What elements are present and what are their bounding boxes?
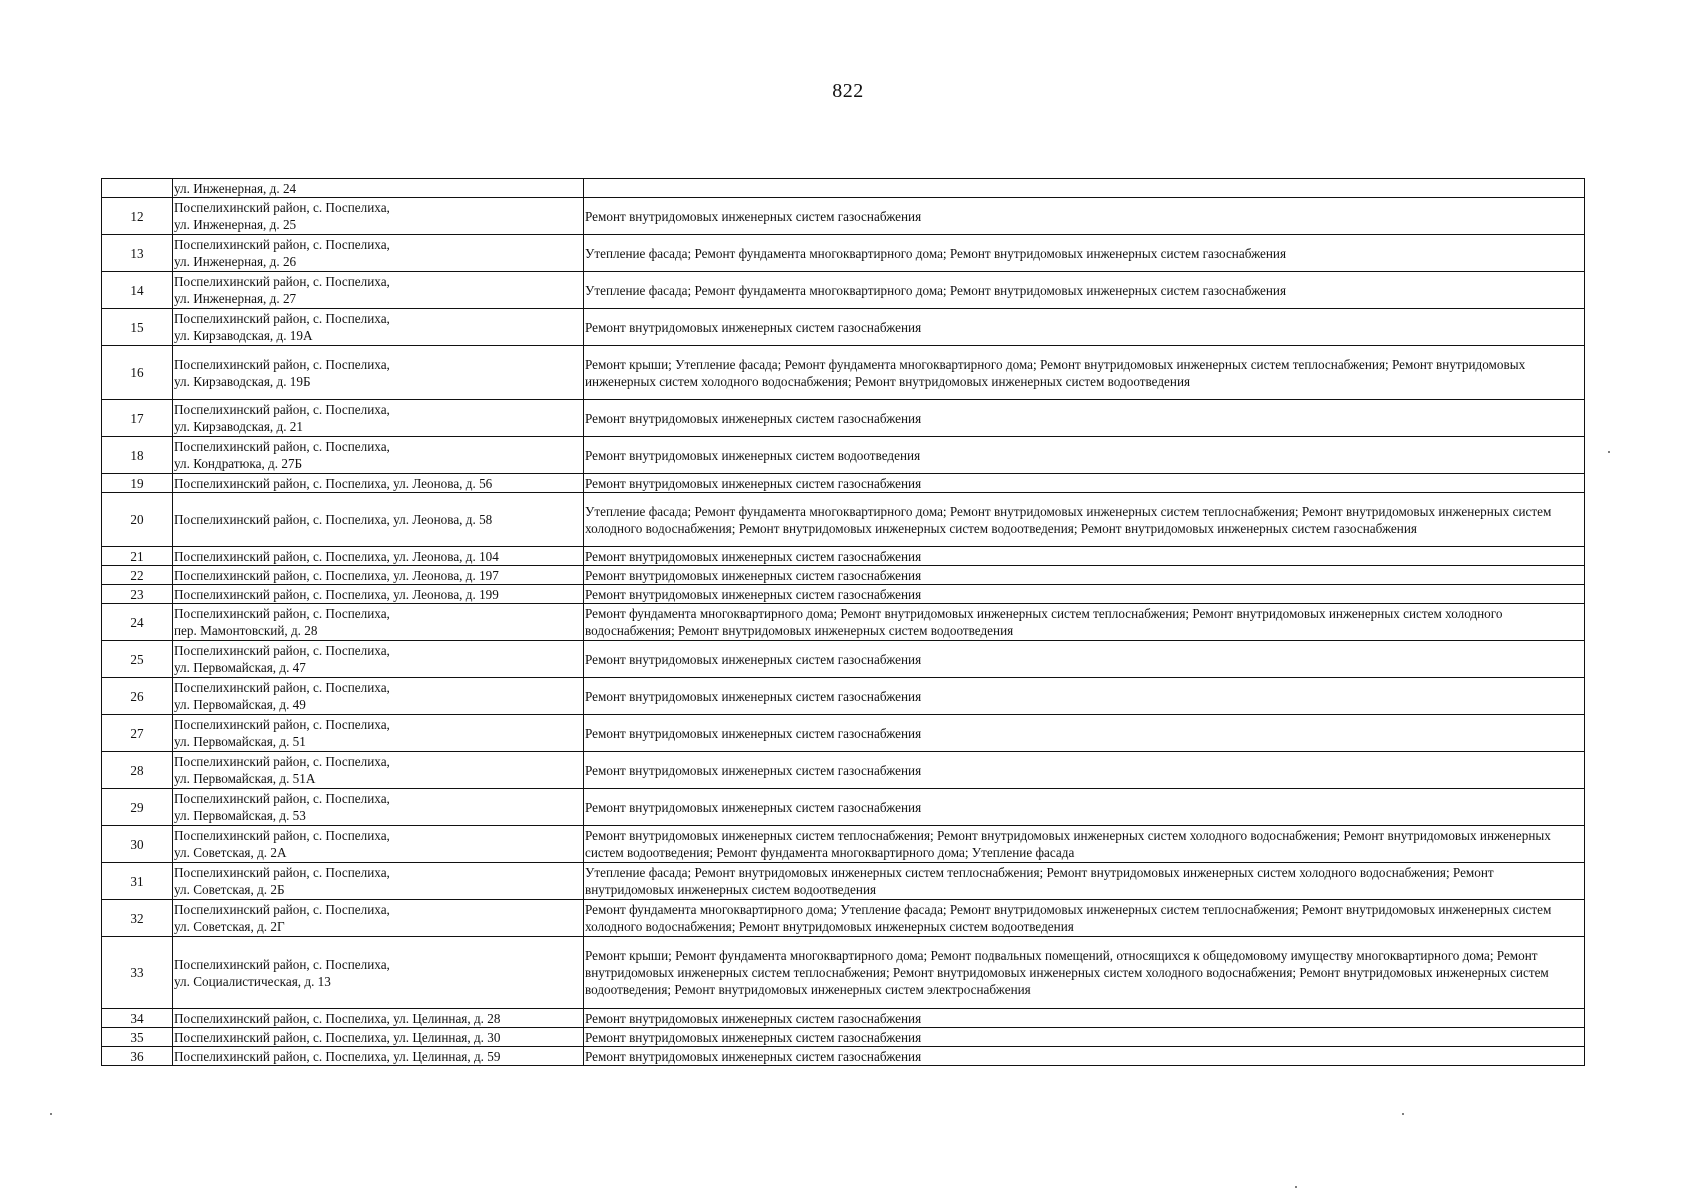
row-number-cell: 23: [102, 585, 173, 604]
row-number-cell: 30: [102, 826, 173, 863]
row-number-cell: 17: [102, 400, 173, 437]
works-cell: Ремонт внутридомовых инженерных систем газоснабжения: [584, 752, 1585, 789]
works-cell: Ремонт внутридомовых инженерных систем газоснабжения: [584, 566, 1585, 585]
table-body: [102, 179, 1585, 1066]
address-cell: Поспелихинский район, с. Поспелиха, ул. Первомайская, д. 51: [173, 715, 584, 752]
row-number-cell: 32: [102, 900, 173, 937]
row-number-cell: 31: [102, 863, 173, 900]
row-number-cell: 20: [102, 493, 173, 547]
works-cell: Ремонт внутридомовых инженерных систем газоснабжения: [584, 1009, 1585, 1028]
table-row: [102, 346, 1585, 400]
address-cell: Поспелихинский район, с. Поспелиха, ул. Социалистическая, д. 13: [173, 937, 584, 1009]
table-row: [102, 493, 1585, 547]
works-cell: Ремонт внутридомовых инженерных систем газоснабжения: [584, 198, 1585, 235]
row-number-cell: 33: [102, 937, 173, 1009]
works-cell: Утепление фасада; Ремонт фундамента многоквартирного дома; Ремонт внутридомовых инженерных систем теплоснабжения; Ремонт внутридомовых инженерных систем холодного водоснабжения; Ремонт внутридомовых инженерных систем водоотведения; Ремонт внутридомовых инженерных систем газоснабжения: [584, 493, 1585, 547]
works-cell: Утепление фасада; Ремонт фундамента многоквартирного дома; Ремонт внутридомовых инженерных систем газоснабжения: [584, 272, 1585, 309]
address-cell: Поспелихинский район, с. Поспелиха, ул. Советская, д. 2Г: [173, 900, 584, 937]
works-cell: Ремонт внутридомовых инженерных систем водоотведения: [584, 437, 1585, 474]
row-number-cell: 12: [102, 198, 173, 235]
table-row: [102, 826, 1585, 863]
table-row: [102, 937, 1585, 1009]
row-number-cell: 18: [102, 437, 173, 474]
table-row: [102, 715, 1585, 752]
address-cell: Поспелихинский район, с. Поспелиха, ул. Советская, д. 2Б: [173, 863, 584, 900]
address-cell: Поспелихинский район, с. Поспелиха, ул. Целинная, д. 28: [173, 1009, 584, 1028]
table-row: [102, 1047, 1585, 1066]
table-row: [102, 272, 1585, 309]
row-number-cell: 19: [102, 474, 173, 493]
works-cell: Утепление фасада; Ремонт внутридомовых инженерных систем теплоснабжения; Ремонт внутридомовых инженерных систем холодного водоснабжения; Ремонт внутридомовых инженерных систем водоотведения: [584, 863, 1585, 900]
works-cell: [584, 179, 1585, 198]
address-cell: Поспелихинский район, с. Поспелиха, ул. Инженерная, д. 26: [173, 235, 584, 272]
works-cell: Ремонт внутридомовых инженерных систем газоснабжения: [584, 789, 1585, 826]
address-cell: Поспелихинский район, с. Поспелиха, ул. Леонова, д. 199: [173, 585, 584, 604]
table-row: [102, 863, 1585, 900]
works-cell: Ремонт внутридомовых инженерных систем газоснабжения: [584, 547, 1585, 566]
works-cell: Ремонт внутридомовых инженерных систем газоснабжения: [584, 1028, 1585, 1047]
page-number: 822: [832, 80, 864, 102]
table-row: [102, 547, 1585, 566]
address-cell: Поспелихинский район, с. Поспелиха, ул. Леонова, д. 104: [173, 547, 584, 566]
table-row: [102, 474, 1585, 493]
scan-speck: [50, 1113, 52, 1115]
row-number-cell: 26: [102, 678, 173, 715]
table-row: [102, 641, 1585, 678]
row-number-cell: 35: [102, 1028, 173, 1047]
works-cell: Ремонт внутридомовых инженерных систем теплоснабжения; Ремонт внутридомовых инженерных систем холодного водоснабжения; Ремонт внутридомовых инженерных систем водоотведения; Ремонт фундамента многоквартирного дома; Утепление фасада: [584, 826, 1585, 863]
table-row: [102, 752, 1585, 789]
table-row: [102, 1028, 1585, 1047]
works-cell: Ремонт внутридомовых инженерных систем газоснабжения: [584, 715, 1585, 752]
table-row: [102, 198, 1585, 235]
table-row: [102, 400, 1585, 437]
works-cell: Ремонт внутридомовых инженерных систем газоснабжения: [584, 474, 1585, 493]
address-cell: Поспелихинский район, с. Поспелиха, ул. Первомайская, д. 47: [173, 641, 584, 678]
address-cell: Поспелихинский район, с. Поспелиха, пер. Мамонтовский, д. 28: [173, 604, 584, 641]
address-cell: Поспелихинский район, с. Поспелиха, ул. Первомайская, д. 51А: [173, 752, 584, 789]
works-cell: Ремонт крыши; Утепление фасада; Ремонт фундамента многоквартирного дома; Ремонт внутридомовых инженерных систем теплоснабжения; Ремонт внутридомовых инженерных систем холодного водоснабжения; Ремонт внутридомовых инженерных систем водоотведения: [584, 346, 1585, 400]
scan-speck: [1295, 1186, 1297, 1188]
address-cell: Поспелихинский район, с. Поспелиха, ул. Кондратюка, д. 27Б: [173, 437, 584, 474]
address-cell: Поспелихинский район, с. Поспелиха, ул. Советская, д. 2А: [173, 826, 584, 863]
row-number-cell: 34: [102, 1009, 173, 1028]
address-cell: ул. Инженерная, д. 24: [173, 179, 584, 198]
table-row: [102, 566, 1585, 585]
table-row: [102, 900, 1585, 937]
address-cell: Поспелихинский район, с. Поспелиха, ул. Кирзаводская, д. 21: [173, 400, 584, 437]
table-row: [102, 678, 1585, 715]
table-row: [102, 235, 1585, 272]
housing-repair-table: [101, 178, 1585, 1066]
address-cell: Поспелихинский район, с. Поспелиха, ул. Целинная, д. 30: [173, 1028, 584, 1047]
works-cell: Ремонт внутридомовых инженерных систем газоснабжения: [584, 585, 1585, 604]
table-row: [102, 1009, 1585, 1028]
works-cell: Утепление фасада; Ремонт фундамента многоквартирного дома; Ремонт внутридомовых инженерных систем газоснабжения: [584, 235, 1585, 272]
table-row: [102, 437, 1585, 474]
works-cell: Ремонт внутридомовых инженерных систем газоснабжения: [584, 678, 1585, 715]
works-cell: Ремонт фундамента многоквартирного дома; Утепление фасада; Ремонт внутридомовых инженерных систем теплоснабжения; Ремонт внутридомовых инженерных систем холодного водоснабжения; Ремонт внутридомовых инженерных систем водоотведения: [584, 900, 1585, 937]
works-cell: Ремонт внутридомовых инженерных систем газоснабжения: [584, 309, 1585, 346]
row-number-cell: 16: [102, 346, 173, 400]
row-number-cell: 21: [102, 547, 173, 566]
row-number-cell: 29: [102, 789, 173, 826]
works-cell: Ремонт внутридомовых инженерных систем газоснабжения: [584, 400, 1585, 437]
works-cell: Ремонт внутридомовых инженерных систем газоснабжения: [584, 641, 1585, 678]
address-cell: Поспелихинский район, с. Поспелиха, ул. Леонова, д. 197: [173, 566, 584, 585]
works-cell: Ремонт внутридомовых инженерных систем газоснабжения: [584, 1047, 1585, 1066]
row-number-cell: [102, 179, 173, 198]
table-row: [102, 179, 1585, 198]
row-number-cell: 24: [102, 604, 173, 641]
table-row: [102, 789, 1585, 826]
row-number-cell: 13: [102, 235, 173, 272]
address-cell: Поспелихинский район, с. Поспелиха, ул. Леонова, д. 56: [173, 474, 584, 493]
table-row: [102, 604, 1585, 641]
works-cell: Ремонт крыши; Ремонт фундамента многоквартирного дома; Ремонт подвальных помещений, относящихся к общедомовому имуществу многоквартирного дома; Ремонт внутридомовых инженерных систем теплоснабжения; Ремонт внутридомовых инженерных систем холодного водоснабжения; Ремонт внутридомовых инженерных систем водоотведения; Ремонт внутридомовых инженерных систем электроснабжения: [584, 937, 1585, 1009]
address-cell: Поспелихинский район, с. Поспелиха, ул. Инженерная, д. 25: [173, 198, 584, 235]
row-number-cell: 15: [102, 309, 173, 346]
address-cell: Поспелихинский район, с. Поспелиха, ул. Леонова, д. 58: [173, 493, 584, 547]
address-cell: Поспелихинский район, с. Поспелиха, ул. Первомайская, д. 53: [173, 789, 584, 826]
scan-speck: [1402, 1113, 1404, 1115]
row-number-cell: 22: [102, 566, 173, 585]
row-number-cell: 14: [102, 272, 173, 309]
address-cell: Поспелихинский район, с. Поспелиха, ул. Целинная, д. 59: [173, 1047, 584, 1066]
table-row: [102, 585, 1585, 604]
table-row: [102, 309, 1585, 346]
row-number-cell: 27: [102, 715, 173, 752]
address-cell: Поспелихинский район, с. Поспелиха, ул. Кирзаводская, д. 19Б: [173, 346, 584, 400]
works-cell: Ремонт фундамента многоквартирного дома; Ремонт внутридомовых инженерных систем теплоснабжения; Ремонт внутридомовых инженерных систем холодного водоснабжения; Ремонт внутридомовых инженерных систем водоотведения: [584, 604, 1585, 641]
scan-speck: [1608, 451, 1610, 453]
address-cell: Поспелихинский район, с. Поспелиха, ул. Кирзаводская, д. 19А: [173, 309, 584, 346]
address-cell: Поспелихинский район, с. Поспелиха, ул. Инженерная, д. 27: [173, 272, 584, 309]
address-cell: Поспелихинский район, с. Поспелиха, ул. Первомайская, д. 49: [173, 678, 584, 715]
row-number-cell: 25: [102, 641, 173, 678]
row-number-cell: 28: [102, 752, 173, 789]
row-number-cell: 36: [102, 1047, 173, 1066]
